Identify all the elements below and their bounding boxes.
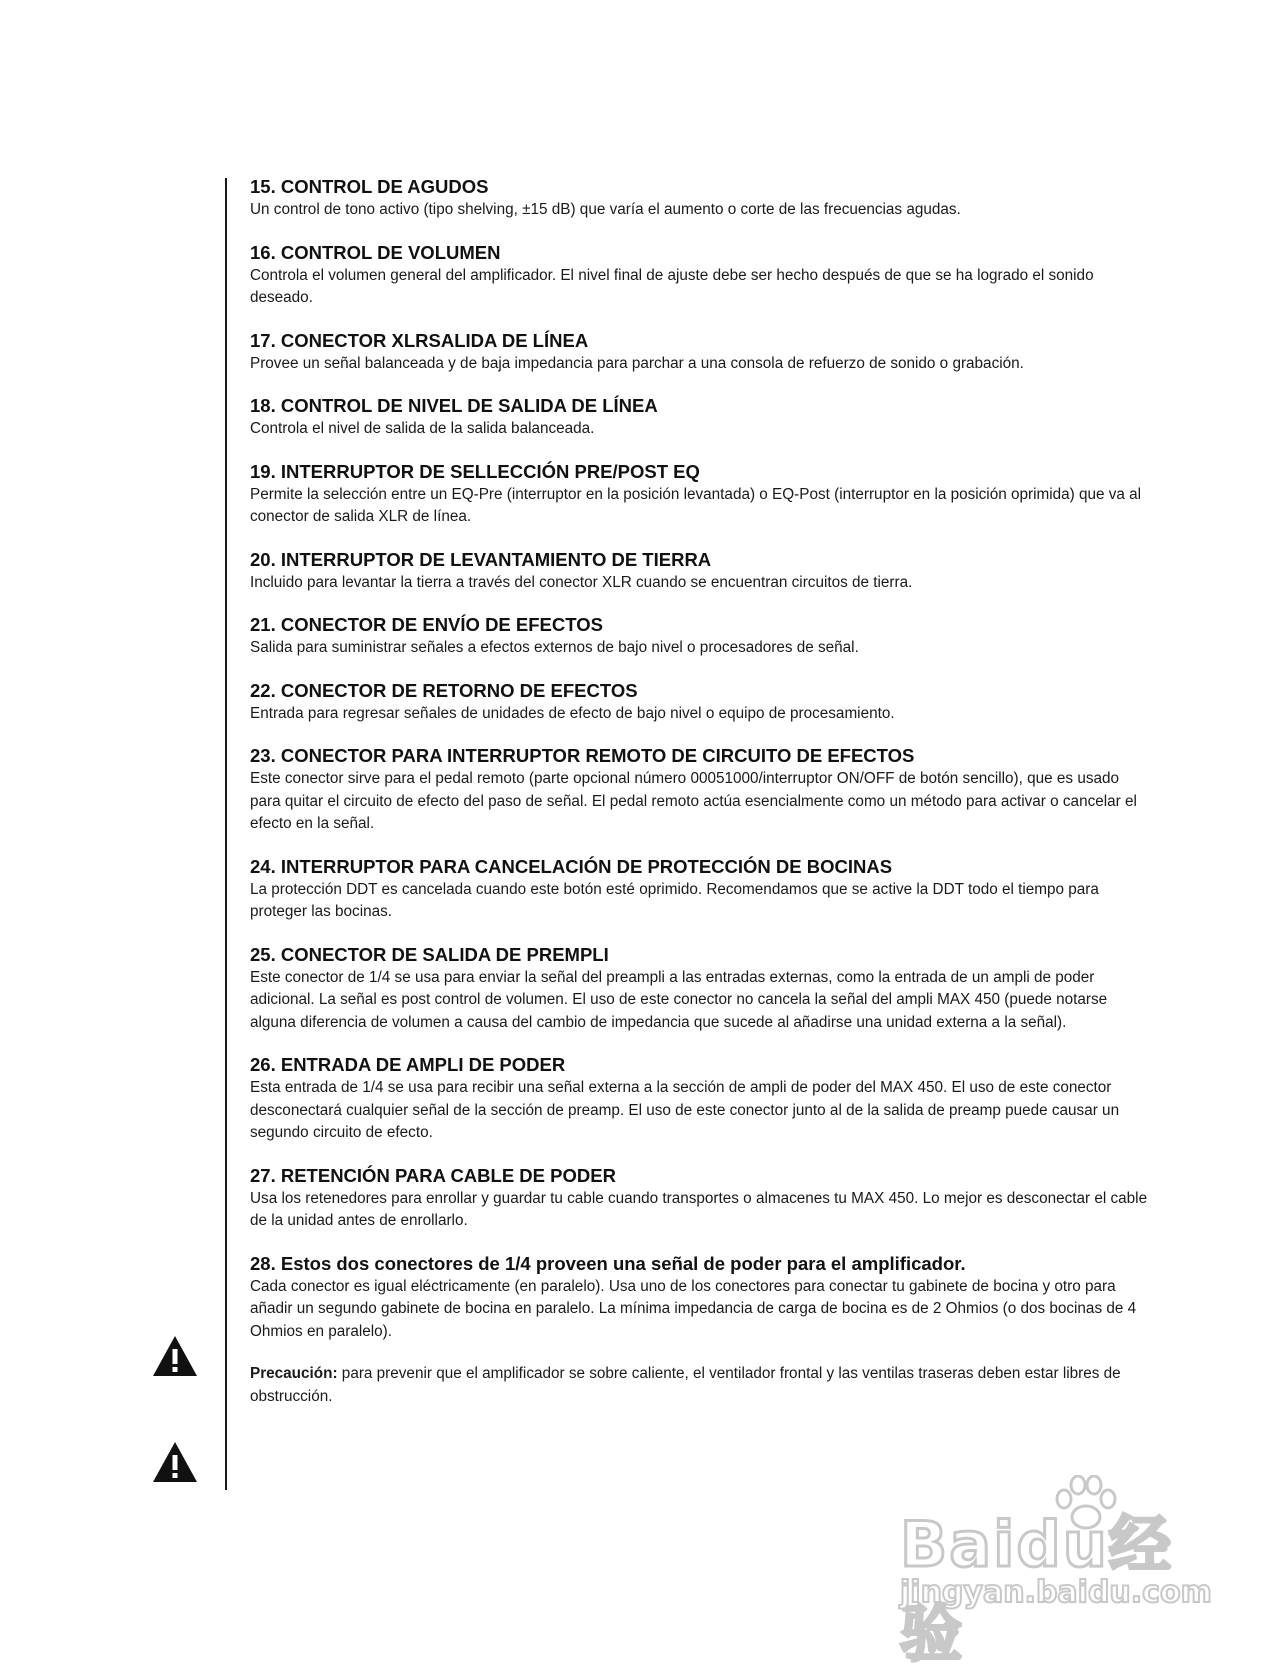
section-20 <box>250 549 1150 595</box>
section-body: Entrada para regresar señales de unidades de efecto de bajo nivel o equipo de procesamiento. <box>250 704 895 722</box>
section-23 <box>250 745 1150 836</box>
section-28 <box>250 1253 1150 1344</box>
caution-text: para prevenir que el amplificador se sobre caliente, el ventilador frontal y las ventilas traseras deben estar libres de obstrucción. <box>250 1365 1121 1405</box>
section-heading: 16. CONTROL DE VOLUMEN <box>250 241 501 263</box>
section-body: Permite la selección entre un EQ-Pre (interruptor en la posición levantada) o EQ-Post (interruptor en la posición oprimida) que va al conector de salida XLR de línea. <box>250 485 1142 525</box>
section-heading: 15. CONTROL DE AGUDOS <box>250 176 489 197</box>
section-body: Este conector sirve para el pedal remoto (parte opcional número 00051000/interruptor ON/OFF de botón sencillo), que es usado para quitar el circuito de efecto del paso de señal. El pedal remoto actúa esencialmente como un método para activar o cancelar el efecto en la señal. <box>250 770 1137 832</box>
section-body: Usa los retenedores para enrollar y guardar tu cable cuando transportes o almacenes tu MAX 450. Lo mejor es desconectar el cable de la unidad antes de enrollarlo. <box>250 1189 1148 1229</box>
section-body: Controla el nivel de salida de la salida balanceada. <box>250 420 595 437</box>
section-heading: 19. INTERRUPTOR DE SELLECCIÓN PRE/POST EQ <box>250 460 700 482</box>
section-21 <box>250 614 1150 660</box>
section-22 <box>250 680 1150 726</box>
caution-paragraph <box>250 1363 1150 1408</box>
section-body: Este conector de 1/4 se usa para enviar la señal del preampli a las entradas externas, como la entrada de un ampli de poder adicional. La señal es post control de volumen. El uso de este conector no cancela la señal del ampli MAX 450 (puede notarse alguna diferencia de volumen a causa del cambio de impedancia que sucede al añadirse una unidad externa a la señal). <box>250 968 1108 1031</box>
section-body: Un control de tono activo (tipo shelving, ±15 dB) que varía el aumento o corte de las frecuencias agudas. <box>250 201 961 218</box>
section-27 <box>250 1165 1150 1233</box>
section-body: Salida para suministrar señales a efectos externos de bajo nivel o procesadores de señal. <box>250 639 859 656</box>
section-heading: 17. CONECTOR XLRSALIDA DE LÍNEA <box>250 329 589 351</box>
warning-triangle-icon <box>151 1334 199 1378</box>
section-heading: 26. ENTRADA DE AMPLI DE PODER <box>250 1054 566 1075</box>
section-heading: 25. CONECTOR DE SALIDA DE PREMPLI <box>250 943 609 965</box>
section-body: Esta entrada de 1/4 se usa para recibir una señal externa a la sección de ampli de poder del MAX 450. El uso de este conector desconectará cualquier señal de la sección de preamp. El uso de este conector junto al de la salida de preamp puede causar un segundo circuito de efecto. <box>250 1079 1120 1141</box>
watermark-brand: Baidu经验 <box>900 1508 1173 1670</box>
section-heading: 18. CONTROL DE NIVEL DE SALIDA DE LÍNEA <box>250 395 658 416</box>
section-18 <box>250 395 1150 441</box>
section-heading: 28. Estos dos conectores de 1/4 proveen una señal de poder para el amplificador. <box>250 1252 966 1274</box>
manual-content <box>250 176 1150 1428</box>
watermark-url: jingyan.baidu.com <box>900 1575 1212 1610</box>
caution-note <box>250 1363 1150 1408</box>
section-25 <box>250 944 1150 1035</box>
section-heading: 21. CONECTOR DE ENVÍO DE EFECTOS <box>250 614 603 635</box>
section-heading: 27. RETENCIÓN PARA CABLE DE PODER <box>250 1164 616 1186</box>
section-19 <box>250 461 1150 529</box>
section-16 <box>250 242 1150 310</box>
section-heading: 23. CONECTOR PARA INTERRUPTOR REMOTO DE CIRCUITO DE EFECTOS <box>250 745 915 766</box>
section-body: La protección DDT es cancelada cuando este botón esté oprimido. Recomendamos que se active la DDT todo el tiempo para proteger las bocinas. <box>250 880 1099 920</box>
left-vertical-rule <box>225 178 227 1490</box>
section-17 <box>250 330 1150 376</box>
section-24 <box>250 856 1150 924</box>
section-heading: 22. CONECTOR DE RETORNO DE EFECTOS <box>250 679 638 701</box>
section-body: Cada conector es igual eléctricamente (en paralelo). Usa uno de los conectores para conectar tu gabinete de bocina y otro para añadir un segundo gabinete de bocina en paralelo. La mínima impedancia de carga de bocina es de 2 Ohmios (o dos bocinas de 4 Ohmios en paralelo). <box>250 1277 1137 1340</box>
section-body: Incluido para levantar la tierra a través del conector XLR cuando se encuentran circuitos de tierra. <box>250 573 913 591</box>
section-heading: 20. INTERRUPTOR DE LEVANTAMIENTO DE TIERRA <box>250 548 712 570</box>
caution-label: Precaución: <box>250 1365 338 1382</box>
section-heading: 24. INTERRUPTOR PARA CANCELACIÓN DE PROTECCIÓN DE BOCINAS <box>250 855 893 877</box>
baidu-watermark <box>900 1475 1212 1670</box>
section-body: Provee un señal balanceada y de baja impedancia para parchar a una consola de refuerzo de sonido o grabación. <box>250 354 1024 372</box>
section-body: Controla el volumen general del amplificador. El nivel final de ajuste debe ser hecho después de que se ha logrado el sonido deseado. <box>250 266 1094 306</box>
section-26 <box>250 1054 1150 1145</box>
warning-triangle-icon <box>151 1440 199 1484</box>
section-15 <box>250 176 1150 222</box>
